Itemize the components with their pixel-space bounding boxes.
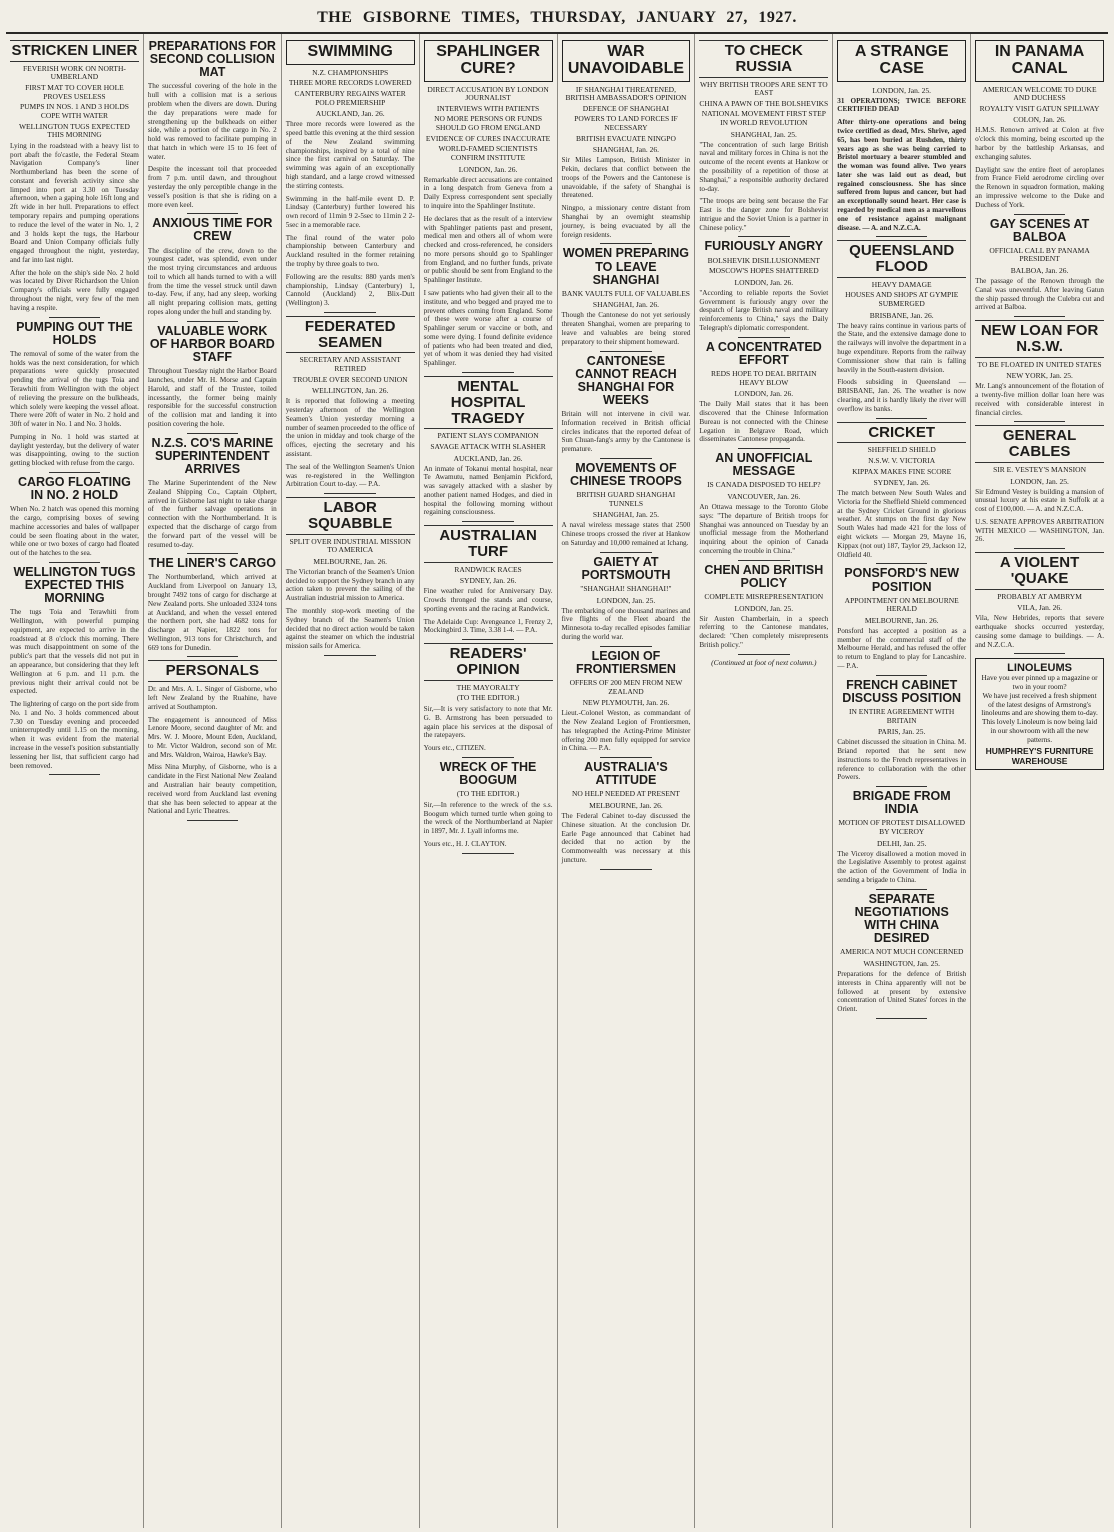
body-paragraph: After the hole on the ship's side No. 2 hold was located by Diver Richardson the Union Company's officials were fully engaged throughout the night, very few of the men having a respite.	[10, 268, 139, 312]
article-divider	[876, 1018, 928, 1019]
article	[837, 40, 966, 237]
column-2	[144, 34, 282, 1528]
headline: BRIGADE FROM INDIA	[852, 789, 951, 817]
dateline: DELHI, Jan. 25.	[877, 838, 927, 848]
dateline: LONDON, Jan. 25.	[1010, 476, 1069, 486]
article	[424, 40, 553, 373]
subheading: THREE MORE RECORDS LOWERED	[288, 78, 412, 88]
body-paragraph: The embarking of one thousand marines and five flights of the Fleet aboard the Minnesota to-day recalled episodes familiar during the world war.	[561, 606, 691, 641]
headline: QUEENSLAND FLOOD	[837, 240, 966, 278]
article	[148, 437, 277, 555]
article-divider	[1014, 548, 1066, 549]
article	[837, 893, 966, 1019]
article	[837, 679, 966, 787]
body-paragraph: The heavy rains continue in various parts of the State, and the extensive damage done to the railways will involve the department in a huge expenditure. Reports from the railway Commissioner show that rain is falling heavily in the South-eastern division.	[837, 321, 967, 374]
dateline: MELBOURNE, Jan. 26.	[589, 801, 663, 811]
body-paragraph: The removal of some of the water from the holds was the next consideration, for which preparations were quickly prosecuted pending the arrival of the tugs Toia and Terawhiti from Wellington with the object of relieving the pressure on the bulkheads, which solely were keeping the vessel afloat. There were 20ft of water in No. 2 hold and 30ft of water in No. 1 and No. 3 holds.	[10, 349, 139, 429]
headline: NEW LOAN FOR N.S.W.	[975, 320, 1104, 358]
article	[286, 40, 415, 313]
article	[562, 247, 691, 351]
subheading: WELLINGTON TUGS EXPECTED THIS MORNING	[18, 121, 130, 140]
subheading: BOLSHEVIK DISILLUSIONMENT	[707, 255, 820, 265]
dateline: SYDNEY, Jan. 26.	[873, 478, 930, 488]
subheading: SIR E. VESTEY'S MANSION	[993, 464, 1086, 474]
article-divider	[1014, 421, 1066, 422]
body-paragraph: After thirty-one operations and being twice certified as dead, Mrs. Shrive, aged 65, has been buried at Rushden, thirty years ago as she was being carried to Bristol mortuary a bearer stumbled and the woman was found alive. Two years later she was laid out as dead, but regained consciousness. She has since suffered from lupus and cancer, but had an exceptionally sound heart. Her case is regarded by medical men as a marvellous one of resistance against malignant disease. — A. and N.Z.C.A.	[837, 118, 967, 232]
body-paragraph: The successful covering of the hole in the hull with a collision mat is a serious problem when the divers are down. During the day preparations were made for strengthening up the bulkheads on either side, while a portion of the cargo in No. 2 hold was removed to facilitate pumping in that hatch in which were 15 to 16 feet of water.	[147, 82, 277, 161]
headline: SWIMMING	[286, 40, 415, 65]
column-7	[833, 34, 971, 1528]
article-divider	[738, 337, 790, 338]
subheading: NATIONAL MOVEMENT FIRST STEP IN WORLD REVOLUTION	[701, 109, 826, 127]
subheading: DEFENCE OF SHANGHAI	[582, 103, 670, 113]
article-divider	[600, 243, 652, 244]
article-divider	[324, 655, 376, 656]
headline: PREPARATIONS FOR SECOND COLLISION MAT	[148, 39, 276, 80]
column-5	[558, 34, 696, 1528]
body-paragraph: Mr. Lang's announcement of the flotation of a twenty-five million dollar loan here was received with considerable interest in financial circles.	[975, 382, 1104, 417]
article-divider	[738, 236, 790, 237]
article-divider	[187, 553, 239, 554]
article-divider	[187, 213, 239, 214]
article	[424, 643, 553, 758]
article	[562, 40, 691, 244]
body-paragraph: Sir Edmund Vestey is building a mansion of unusual luxury at his estate in Suffolk at a cost of £100,000. — A. and N.Z.C.A.	[975, 487, 1104, 514]
article	[837, 567, 966, 675]
article	[424, 376, 553, 522]
ad-line: Have you ever pinned up a magazine or two in your room?	[981, 673, 1098, 692]
headline: TO CHECK RUSSIA	[699, 40, 828, 78]
article-divider	[876, 889, 928, 890]
body-paragraph: Sir,—It is very satisfactory to note that Mr. G. B. Armstrong has been persuaded to again place his services at the disposal of the ratepayers.	[423, 704, 553, 740]
dateline: SHANGHAI, Jan. 25.	[592, 510, 659, 520]
body-paragraph: Preparations for the defence of British interests in China apparently will not be followed at present by extensive concentration of United States' forces in the Orient.	[837, 969, 967, 1014]
subheading: ROYALTY VISIT GATUN SPILLWAY	[979, 103, 1100, 113]
body-paragraph: When No. 2 hatch was opened this morning the cargo, comprising boxes of sewing machine accessories and bales of wallpaper could be seen floating about in the water, while one or two boxes of cargo had floated out of the hatches to the sea.	[10, 505, 139, 558]
article-divider	[462, 521, 514, 522]
headline: WELLINGTON TUGS EXPECTED THIS MORNING	[13, 564, 136, 606]
dateline: SHANGHAI, Jan. 26.	[592, 145, 659, 155]
subheading: DIRECT ACCUSATION BY LONDON JOURNALIST	[427, 84, 549, 103]
subheading: BRITISH GUARD SHANGHAI TUNNELS	[576, 490, 676, 508]
article	[562, 650, 691, 758]
dateline: SHANGHAI, Jan. 25.	[730, 129, 797, 139]
subheading: N.Z. CHAMPIONSHIPS	[312, 67, 389, 77]
headline: CANTONESE CANNOT REACH SHANGHAI FOR WEEKS	[575, 353, 677, 407]
body-paragraph: Lying in the roadstead with a heavy list to port abaft the fo'castle, the Federal Steam Navigation Company's liner Northumberland has been the scene of constant and feverish activity since she limped into port at 3.30 on Tuesday afternoon, when a gaping hole 16ft long and 2ft wide in her hull. Preparations to effect temporary repairs and pumping operations to reduce the level of the water in No. 1, 2 and 3 holds kept the tugs, the Harbour Board and Union Company officials fully engaged throughout the night, yesterday, and far into last night.	[10, 141, 139, 264]
headline: PONSFORD'S NEW POSITION	[844, 566, 960, 594]
body-paragraph: The Federal Cabinet to-day discussed the Chinese situation. At the conclusion Dr. Earle Page announced that Cabinet had decided that no action by the Commonwealth was necessary at this juncture.	[561, 812, 691, 864]
headline: ANXIOUS TIME FOR CREW	[152, 216, 273, 244]
subheading: (TO THE EDITOR.)	[456, 789, 520, 799]
headline: A VIOLENT 'QUAKE	[975, 552, 1104, 590]
column-6	[695, 34, 833, 1528]
body-paragraph: An Ottawa message to the Toronto Globe says: "The departure of British troops for Shanghai was announced on Tuesday by an unofficial message from the Motherland inquiring about the opinion of Canada concerning the trouble in China."	[699, 503, 829, 555]
headline: VALUABLE WORK OF HARBOR BOARD STAFF	[149, 323, 275, 365]
body-paragraph: The Daily Mail states that it has been discovered that the Chinese Information Bureau is not connected with the Chinese Legation in Belgrave Road, which disseminates Cantonese propaganda.	[699, 400, 829, 444]
headline: READERS' OPINION	[424, 643, 553, 681]
body-paragraph: A naval wireless message states that 2500 Chinese troops crossed the river at Hankow on Saturday and 10,000 remained at Ichang.	[561, 521, 691, 547]
headline: FURIOUSLY ANGRY	[704, 239, 824, 254]
subheading: AMERICAN WELCOME TO DUKE AND DUCHESS	[982, 84, 1097, 103]
article	[975, 40, 1104, 215]
headline: MENTAL HOSPITAL TRAGEDY	[424, 376, 553, 429]
article-divider	[1014, 653, 1066, 654]
article-divider	[187, 820, 239, 821]
subheading: HOUSES AND SHOPS AT GYMPIE SUBMERGED	[845, 290, 959, 309]
subheading: KIPPAX MAKES FINE SCORE	[852, 466, 952, 476]
dateline: SYDNEY, Jan. 26.	[459, 576, 517, 586]
article-divider	[324, 493, 376, 494]
headline: THE LINER'S CARGO	[148, 556, 276, 571]
article	[148, 217, 277, 322]
body-paragraph: Yours etc., H. J. CLAYTON.	[423, 839, 507, 848]
headline: WOMEN PREPARING TO LEAVE SHANGHAI	[562, 246, 690, 287]
headline: A STRANGE CASE	[837, 40, 966, 82]
article-divider	[49, 472, 101, 473]
article-divider	[876, 418, 928, 419]
subheading: INTERVIEWS WITH PATIENTS	[436, 103, 540, 113]
subheading: WHY BRITISH TROOPS ARE SENT TO EAST	[699, 79, 828, 98]
subheading: APPOINTMENT ON MELBOURNE HERALD	[844, 595, 959, 614]
subheading: CHINA A PAWN OF THE BOLSHEVIKS	[699, 98, 829, 108]
subheading: RANDWICK RACES	[454, 564, 522, 574]
article	[148, 660, 277, 821]
body-paragraph: Dr. and Mrs. A. L. Singer of Gisborne, who left New Zealand by the Ruahine, have arrived at Southampton.	[147, 685, 277, 711]
body-paragraph: "The troops are being sent because the Far East is the danger zone for Bolshevist intrigue and the Soviet Union is a partner in Chinese policy."	[699, 197, 829, 232]
body-paragraph: Floods subsiding in Queensland — BRISBANE, Jan. 26. The weather is now clearing, and it is hardly likely the river will overflow its banks.	[837, 378, 967, 413]
body-paragraph: Yours etc., CITIZEN.	[423, 744, 486, 753]
subheading: PATIENT SLAYS COMPANION	[437, 431, 539, 441]
subheading: SHEFFIELD SHIELD	[867, 445, 936, 455]
headline: FRENCH CABINET DISCUSS POSITION	[842, 677, 962, 705]
headline: SEPARATE NEGOTIATIONS WITH CHINA DESIRED	[854, 891, 949, 946]
article	[424, 761, 553, 854]
subheading: BRITISH EVACUATE NINGPO	[576, 133, 676, 143]
advertisement	[975, 658, 1104, 770]
subheading: POWERS TO LAND FORCES IF NECESSARY	[574, 114, 678, 133]
subheading: MOSCOW'S HOPES SHATTERED	[708, 266, 819, 276]
body-paragraph: The Victorian branch of the Seamen's Union decided to support the Sydney branch in any action taken to prevent the sailing of the Australian industrial mission to America.	[285, 567, 415, 603]
headline: MOVEMENTS OF CHINESE TROOPS	[570, 460, 682, 489]
article-divider	[600, 757, 652, 758]
body-paragraph: The lightering of cargo on the port side from No. 1 and No. 3 holds commenced about 7.30 on Tuesday evening and proceeded uninterruptedly until 1.15 on the morning, when it was evident from the material increase in the vessel's position substantially lessening her list, that sufficient cargo had been removed.	[10, 700, 139, 770]
body-paragraph: It is reported that following a meeting yesterday afternoon of the Wellington Seamen's Union yesterday morning a number of seamen proceeded to the office of the union in midday and took charge of the offices, ejecting the secretary and his assistant.	[285, 397, 415, 458]
ad-title: LINOLEUMS	[1007, 662, 1072, 675]
subheading: OFFICIAL CALL BY PANAMA PRESIDENT	[989, 245, 1090, 264]
subheading: (TO THE EDITOR.)	[456, 693, 520, 703]
subheading: NO MORE PERSONS OR FUNDS SHOULD GO FROM ENGLAND	[434, 114, 543, 133]
headline: FEDERATED SEAMEN	[286, 316, 415, 354]
body-paragraph: Ponsford has accepted a position as a member of the commercial staff of the Melbourne Herald, and has refused the offer to return to England to play for Lancashire. — P.A.	[837, 626, 967, 670]
dateline: LONDON, Jan. 26.	[734, 389, 794, 399]
subheading: COMPLETE MISREPRESENTATION	[704, 591, 824, 601]
article-divider	[49, 562, 101, 563]
article-divider	[324, 312, 376, 313]
body-paragraph: The Viceroy disallowed a motion moved in the Legislative Assembly to protest against the action of the Government of India in sending a brigade to China.	[837, 849, 967, 885]
article-divider	[462, 372, 514, 373]
body-paragraph: Vila, New Hebrides, reports that severe earthquake shocks occurred yesterday, causing some damage to buildings. — A. and N.Z.C.A.	[975, 614, 1104, 649]
body-paragraph: Ningpo, a missionary centre distant from Shanghai by an overnight steamship journey, is being evacuated by all the foreign residents.	[561, 204, 691, 239]
article-divider	[876, 563, 928, 564]
headline: AN UNOFFICIAL MESSAGE	[715, 451, 813, 479]
dateline: BRISBANE, Jan. 26.	[869, 310, 934, 320]
dateline: VILA, Jan. 26.	[1017, 603, 1062, 613]
dateline: LONDON, Jan. 26.	[458, 164, 518, 174]
article	[975, 218, 1104, 318]
ad-line: We have just received a fresh shipment of the latest designs of Armstrong's linoleums and are showing them to-day.	[981, 690, 1098, 718]
body-paragraph: The Adelaide Cup: Avengeance 1, Frenzy 2, Mockingbird 3. Time, 3.38 1-4. — P.A.	[423, 617, 553, 635]
article-divider	[1014, 316, 1066, 317]
body-paragraph: He declares that as the result of a interview with Spahlinger patients past and present, medical men and others all of whom were checked and cross-referenced, he considers no more persons should go to Spahlinger from England, and no further funds, private or public should be sent from England to the Spahlinger Institute.	[423, 214, 553, 285]
dateline: NEW PLYMOUTH, Jan. 26.	[582, 698, 670, 708]
subheading: IS CANADA DISPOSED TO HELP?	[707, 480, 821, 490]
subheading: EVIDENCE OF CURES INACCURATE	[425, 133, 551, 143]
dateline: VANCOUVER, Jan. 26.	[727, 492, 801, 501]
column-1	[6, 34, 144, 1528]
article-divider	[600, 646, 652, 647]
article	[286, 316, 415, 494]
body-paragraph: Cabinet discussed the situation in China. M. Briand reported that he sent new instructions to the French representatives in reference to collaboration with the other Powers.	[837, 738, 967, 782]
article-divider	[462, 757, 514, 758]
body-paragraph: Though the Cantonese do not yet seriously threaten Shanghai, women are preparing to leave and valuables are being stored preparatory to their shipment homeward.	[561, 311, 691, 346]
subheading: THE MAYORALTY	[456, 682, 520, 692]
article-divider	[187, 321, 239, 322]
article	[837, 240, 966, 418]
body-paragraph: Daylight saw the entire fleet of aeroplanes from France Field aerodrome circling over the Renown in squadron formation, making an impressive welcome to the Duke and Duchess of York.	[975, 165, 1104, 209]
article-divider	[1014, 214, 1066, 215]
body-paragraph: Despite the incessant toil that proceeded from 7 p.m. until dawn, and throughout yesterday the only perceptible change in the vessel's position is that she is riding on a more even keel.	[147, 165, 277, 209]
headline: A CONCENTRATED EFFORT	[705, 339, 822, 367]
article	[975, 320, 1104, 422]
subheading: PROBABLY AT AMBRYM	[997, 591, 1082, 601]
ad-footer: HUMPHREY'S FURNITURE WAREHOUSE	[985, 746, 1094, 767]
article-divider	[876, 786, 928, 787]
article	[699, 40, 828, 237]
subheading: BANK VAULTS FULL OF VALUABLES	[561, 288, 690, 298]
body-paragraph: The seal of the Wellington Seamen's Union was re-registered in the Wellington Arbitration Court to-day. — P.A.	[285, 462, 415, 489]
column-3	[282, 34, 420, 1528]
subheading: HEAVY DAMAGE	[871, 279, 932, 289]
columns-container	[6, 34, 1108, 1528]
headline: CHEN AND BRITISH POLICY	[704, 562, 824, 590]
article	[10, 40, 139, 318]
article-divider	[187, 433, 239, 434]
subheading: IN ENTIRE AGREEMENT WITH BRITAIN	[849, 707, 955, 725]
body-paragraph: Britain will not intervene in civil war. Information received in British official circles indicates that the reported defeat of Sun Chuan-fang's army by the Cantonese is premature.	[561, 410, 691, 454]
article	[10, 476, 139, 563]
body-paragraph: An inmate of Tokanui mental hospital, near Te Awamutu, named Benjamin Pickford, was savagely attacked with a slasher by another patient named Hodges, and died in hospital the following morning without regaining consciousness.	[423, 464, 553, 517]
dateline: NEW YORK, Jan. 25.	[1006, 371, 1073, 381]
subheading: MOTION OF PROTEST DISALLOWED BY VICEROY	[838, 818, 966, 837]
article	[699, 240, 828, 337]
article	[699, 564, 828, 655]
body-paragraph: The tugs Toia and Terawhiti from Wellington, with powerful pumping equipment, are expected to arrive in the roadstead at 8 o'clock this morning. There was much disappointment on some of the public's part that the vessels did not put in an appearance, but considering that they left Wellington at 6 p.m. and 11 p.m. the previous night their arrival could not be expected.	[10, 608, 139, 696]
subheading: AMERICA NOT MUCH CONCERNED	[839, 947, 964, 957]
headline: AUSTRALIAN TURF	[424, 525, 553, 563]
subheading: REDS HOPE TO DEAL BRITAIN HEAVY BLOW	[711, 368, 817, 387]
subheading: SAVAGE ATTACK WITH SLASHER	[430, 441, 546, 451]
body-paragraph: "According to reliable reports the Soviet Government is furiously angry over the despatch of large British naval and military reinforcements to China," says the Daily Telegraph's diplomatic correspondent.	[699, 288, 829, 332]
subheading: SPLIT OVER INDUSTRIAL MISSION TO AMERICA	[289, 536, 411, 555]
body-paragraph: U.S. SENATE APPROVES ARBITRATION WITH MEXICO — WASHINGTON, Jan. 26.	[975, 517, 1104, 544]
subheading: TO BE FLOATED IN UNITED STATES	[977, 359, 1102, 369]
body-paragraph: H.M.S. Renown arrived at Colon at five o'clock this morning, being escorted up the harbor by the battleship Arkansas, and exchanging salutes.	[975, 126, 1104, 161]
body-paragraph: Sir,—In reference to the wreck of the s.s. Boogum which turned turtle when going to the wreck of the Northumberland at Napier in 1897, Mr. J. Lyall informs me.	[423, 800, 553, 836]
article	[975, 552, 1104, 654]
headline: CARGO FLOATING IN NO. 2 HOLD	[17, 475, 131, 503]
dateline: AUCKLAND, Jan. 26.	[453, 453, 523, 463]
dateline: LONDON, Jan. 26.	[734, 277, 794, 287]
subheading: WORLD-FAMED SCIENTISTS CONFIRM INSTITUTE	[438, 144, 538, 162]
article	[837, 422, 966, 565]
body-paragraph: The passage of the Renown through the Canal was uneventful. After leaving Gatun the ship passed through the Culebra cut and arrived at Balboa.	[975, 277, 1104, 312]
article-divider	[738, 560, 790, 561]
body-paragraph: The discipline of the crew, down to the youngest cadet, was splendid, even under the most trying circumstances and arduous toil to which all hands turned to with a will from the time the vessel struck until dawn to-day. Few, if any, had any sleep, working all night preparing collision mats, getting ropes along under the hull and standing by.	[147, 246, 277, 317]
headline: PUMPING OUT THE HOLDS	[16, 319, 133, 347]
body-paragraph: The match between New South Wales and Victoria for the Sheffield Shield commenced at the Sydney Cricket Ground in glorious weather. At stumps on the first day New South Wales had made 421 for the loss of eight wickets — Morgan 29, Mayne 16, Kippax (not out) 187, Taylor 29, Jackson 12, Oldfield 40.	[837, 489, 967, 559]
ad-line: This lovely Linoleum is now being laid in our showroom with all the new patterns.	[982, 717, 1098, 744]
headline: SPAHLINGER CURE?	[424, 40, 553, 82]
subheading: N.S.W. V. VICTORIA	[868, 455, 936, 465]
headline: GAIETY AT PORTSMOUTH	[581, 554, 671, 582]
article	[975, 425, 1104, 549]
article-divider	[49, 774, 101, 775]
dateline: LONDON, Jan. 25.	[596, 595, 656, 605]
subheading: FEVERISH WORK ON NORTH-UMBERLAND	[22, 63, 126, 82]
body-paragraph: The Northumberland, which arrived at Auckland from Liverpool on January 13, brought 7492 tons of cargo for discharge at New Zealand ports. She unloaded 3324 tons at Auckland, and when the vessel entered the northern port, she had 4682 tons for discharge at Napier, 1822 tons for Wellington, 913 tons for Christchurch, and 669 tons for Dunedin.	[147, 573, 277, 652]
article-divider	[187, 656, 239, 657]
article-divider	[600, 458, 652, 459]
subheading: OFFERS OF 200 MEN FROM NEW ZEALAND	[569, 678, 683, 696]
subheading: PUMPS IN NOS. 1 AND 3 HOLDS COPE WITH WATER	[19, 102, 129, 120]
headline: GAY SCENES AT BALBOA	[989, 216, 1090, 244]
body-paragraph: Three more records were lowered as the speed battle this evening at the third session of the New Zealand swimming championships, inspired by a total of nine since the first carnival on Saturday. The swimming was again of an exceptionally high standard, and a large crowd witnessed the stirring contests.	[285, 120, 415, 190]
article-divider	[876, 675, 928, 676]
body-paragraph: Remarkable direct accusations are contained in a long despatch from Geneva from a Daily Express correspondent sent specially to inquire into the Spahlinger Institute.	[423, 175, 553, 210]
article	[562, 556, 691, 647]
continuation-note: (Continued at foot of next column.)	[711, 657, 817, 667]
body-paragraph: The monthly stop-work meeting of the Sydney branch of the Seamen's Union decided that no direct action would be taken against the steamer on which the industrial mission sails for America.	[285, 606, 415, 651]
body-paragraph: Swimming in the half-mile event D. P. Lindsay (Canterbury) further lowered his own record of 11min 9 2-5sec to 11min 2 2-5sec in a memorable race.	[285, 194, 415, 229]
column-4	[420, 34, 558, 1528]
subheading: SECRETARY AND ASSISTANT RETIRED	[299, 355, 401, 374]
dateline: MELBOURNE, Jan. 26.	[864, 615, 939, 625]
article	[562, 761, 691, 870]
article	[10, 566, 139, 775]
subheading: FIRST MAT TO COVER HOLE PROVES USELESS	[25, 83, 124, 101]
headline: GENERAL CABLES	[975, 425, 1104, 463]
article-divider	[738, 654, 790, 655]
article-divider	[738, 448, 790, 449]
headline: WAR UNAVOIDABLE	[562, 40, 691, 82]
headline: WRECK OF THE BOOGUM	[439, 759, 537, 787]
headline: PERSONALS	[148, 660, 277, 682]
body-paragraph: Miss Nina Murphy, of Gisborne, who is a candidate in the First National New Zealand and Australian hair beauty competition, received word from Auckland last evening that she has been selected to appear at the National and Lyric Theatres.	[147, 763, 277, 816]
dateline: PARIS, Jan. 25.	[877, 727, 926, 737]
dateline: WELLINGTON, Jan. 26.	[312, 386, 389, 396]
article-divider	[876, 236, 928, 237]
body-paragraph: Sir Miles Lampson, British Minister in Pekin, declares that conflict between the troops of the Powers and the Cantonese is unavoidable, if the safety of Shanghai is threatened.	[561, 156, 691, 200]
body-paragraph: "The concentration of such large British naval and military forces in China is not the outcome of the recent events at Hankow or the possibility of a repetition of those at Shanghai," a responsible authority declared to-day.	[699, 140, 829, 193]
body-paragraph: Pumping in No. 1 hold was started at daylight yesterday, but the delivery of water was disappointing, owing to the suction getting blocked with refuse from the cargo.	[10, 432, 139, 468]
article	[10, 321, 139, 473]
dateline: AUCKLAND, Jan. 26.	[315, 109, 385, 119]
body-paragraph: Lieut.-Colonel Weston, as commandant of the New Zealand Legion of Frontiersmen, has telegraphed the Acting-Prime Minister offering 200 men fully equipped for service in China. — P.A.	[561, 709, 691, 753]
dateline: COLON, Jan. 26.	[1013, 115, 1066, 125]
article-divider	[600, 552, 652, 553]
body-paragraph: Throughout Tuesday night the Harbor Board launches, under Mr. H. Morse and Captain Harold, and staff of the Trustee, toiled incessantly, the former being mainly responsible for the successful construction of the collision mat and landing it into position covering the hole.	[147, 367, 277, 428]
article-divider	[462, 639, 514, 640]
article-divider	[49, 317, 101, 318]
subheading: IF SHANGHAI THREATENED, BRITISH AMBASSADOR'S OPINION	[565, 84, 687, 103]
headline: N.Z.S. CO'S MARINE SUPERINTENDENT ARRIVES	[151, 435, 274, 476]
headline: LEGION OF FRONTIERSMEN	[575, 648, 676, 676]
body-paragraph: The final round of the water polo championship between Canterbury and Auckland resulted in the former retaining the trophy by three goals to two.	[285, 233, 415, 269]
body-paragraph: Following are the results: 880 yards men's championship, Lindsay (Canterbury) 1, Cannold (Auckland) 2, Blix-Dutt (Wellington) 3.	[285, 272, 415, 308]
article	[424, 525, 553, 640]
body-paragraph: I saw patients who had given their all to the institute, and who begged and prayed me to prevent others coming from England. Some of these were worse after a course of Spahlinger serum or vaccine or both, and some were dying. I found definite evidence of patients who had been treated and died, yet of whom it was denied they had visited Spahlinger.	[423, 288, 553, 368]
article-divider	[600, 351, 652, 352]
headline: AUSTRALIA'S ATTITUDE	[584, 760, 668, 788]
headline: STRICKEN LINER	[10, 40, 139, 62]
article	[286, 497, 415, 656]
dateline: WASHINGTON, Jan. 25.	[863, 958, 941, 968]
dateline: SHANGHAI, Jan. 26.	[592, 300, 659, 310]
body-paragraph: Sir Austen Chamberlain, in a speech referring to the Cantonese mandates, declared: "Chen completely misrepresents British policy."	[699, 614, 829, 649]
article	[699, 452, 828, 561]
article-divider	[462, 853, 514, 854]
article	[837, 790, 966, 890]
subheading: "SHANGHAI! SHANGHAI!"	[580, 584, 672, 593]
article	[699, 341, 828, 449]
subheading: NO HELP NEEDED AT PRESENT	[571, 789, 680, 799]
headline: CRICKET	[837, 422, 966, 444]
article	[562, 355, 691, 459]
dateline: BALBOA, Jan. 26.	[1010, 266, 1069, 275]
headline: IN PANAMA CANAL	[975, 40, 1104, 82]
column-8	[971, 34, 1108, 1528]
body-paragraph: Fine weather ruled for Anniversary Day. Crowds thronged the stands and course, sporting events and the racing at Randwick.	[423, 587, 553, 613]
subheading: TROUBLE OVER SECOND UNION	[292, 374, 408, 384]
dateline: LONDON, Jan. 25.	[734, 603, 794, 613]
article	[148, 557, 277, 657]
body-paragraph: 31 OPERATIONS; TWICE BEFORE CERTIFIED DEAD	[837, 96, 967, 114]
body-paragraph: The engagement is announced of Miss Lenore Moore, second daughter of Mr. and Mrs. W. J. Moore, Mount Eden, Auckland, to Mr. Victor Waldron, second son of Mr. and Mrs. Waldron, Wairoa, Hawke's Bay.	[147, 715, 277, 759]
dateline: LONDON, Jan. 25.	[872, 85, 931, 95]
body-paragraph: The Marine Superintendent of the New Zealand Shipping Co., Captain Olphert, arrived in Gisborne last night to take charge of the further salvage operations in connection with the Northumberland. It is expected that the discharge of cargo from the forward part of the vessel will be resumed to-day.	[147, 479, 277, 549]
article	[148, 40, 277, 214]
article	[562, 462, 691, 553]
masthead: THE GISBORNE TIMES, THURSDAY, JANUARY 27, 1927.	[6, 4, 1108, 34]
dateline: MELBOURNE, Jan. 26.	[313, 556, 387, 566]
article	[148, 325, 277, 434]
article-divider	[600, 869, 652, 870]
subheading: CANTERBURY REGAINS WATER POLO PREMIERSHIP	[294, 89, 406, 107]
headline: LABOR SQUABBLE	[286, 497, 415, 535]
